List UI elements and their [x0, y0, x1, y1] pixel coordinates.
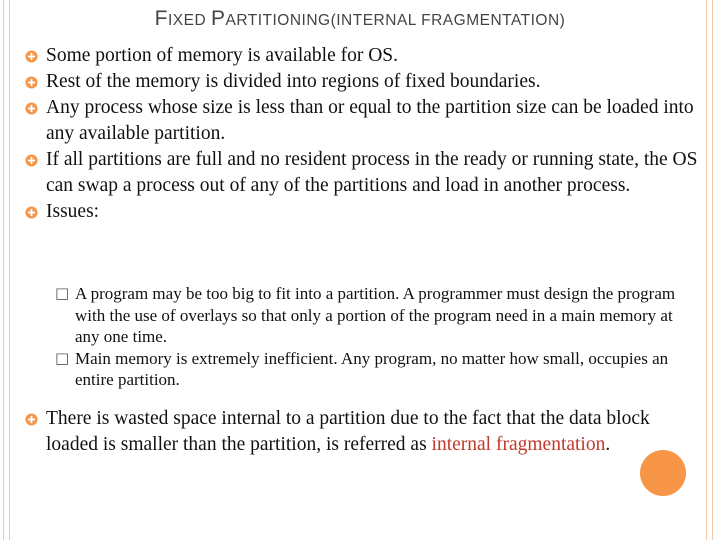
sub-bullet-list — [55, 283, 695, 391]
plus-circle-icon — [25, 413, 38, 426]
title-part: ARTITIONING(INTERNAL FRAGMENTATION) — [225, 12, 566, 29]
slide-right-rule-2 — [712, 0, 713, 540]
bullet-item — [24, 147, 709, 199]
bullet-list-last — [24, 406, 694, 458]
slide-left-rule-1 — [3, 0, 4, 540]
bullet-text: Issues: — [46, 201, 100, 222]
decorative-orange-circle — [640, 450, 686, 496]
square-bullet-icon: □ — [55, 284, 70, 302]
bullet-item — [24, 406, 694, 458]
plus-circle-icon — [25, 206, 38, 219]
bullet-item — [24, 199, 709, 225]
sub-bullet-text: Main memory is extremely inefficient. Any program, no matter how small, occupies an entire partition. — [75, 348, 669, 389]
plus-circle-icon — [25, 102, 38, 115]
bullet-text: Some portion of memory is available for OS. — [46, 45, 399, 66]
bullet-list — [24, 43, 709, 225]
bullet-item — [24, 69, 709, 95]
slide-left-rule-2 — [9, 0, 10, 540]
bullet-text: There is wasted space internal to a partition due to the fact that the data block loaded is smaller than the partition, is referred as — [46, 408, 650, 455]
bullet-text: If all partitions are full and no resident process in the ready or running state, the OS can swap a process out of any of the partitions and load in another process. — [46, 149, 698, 196]
sub-bullet-text: A program may be too big to fit into a partition. A programmer must design the program with the use of overlays so that only a portion of the program need in a main memory at any one time. — [75, 284, 676, 346]
sub-bullet-item — [55, 348, 695, 391]
bullet-text: Rest of the memory is divided into regions of fixed boundaries. — [46, 71, 541, 92]
plus-circle-icon — [25, 76, 38, 89]
bullet-text: Any process whose size is less than or equal to the partition size can be loaded into any available partition. — [46, 97, 694, 144]
title-part: IXED — [167, 12, 211, 29]
square-bullet-icon: □ — [55, 348, 70, 367]
plus-circle-icon — [25, 154, 38, 167]
title-part: F — [154, 7, 168, 30]
sub-bullet-item — [55, 283, 695, 348]
plus-circle-icon — [25, 50, 38, 63]
bullet-item — [24, 43, 709, 69]
slide-title — [0, 7, 720, 31]
highlight-term: internal fragmentation — [431, 434, 606, 455]
bullet-text-end: . — [605, 434, 611, 455]
bullet-item — [24, 95, 709, 147]
title-part: P — [210, 7, 226, 30]
